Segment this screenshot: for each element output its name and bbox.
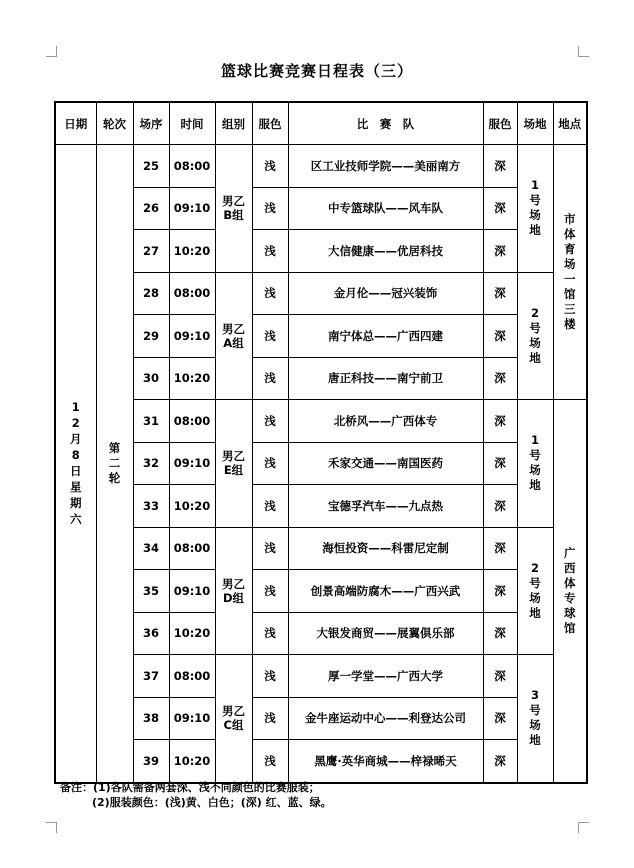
match-number: 39 [133,740,169,783]
match-number: 32 [133,442,169,485]
court-cell [517,655,553,783]
match-time: 09:10 [169,187,215,230]
column-header: 轮次 [96,102,133,145]
match-number: 37 [133,655,169,698]
column-header: 地点 [553,102,587,145]
match-time: 08:00 [169,400,215,443]
header-row [55,102,587,145]
column-header: 时间 [169,102,215,145]
table-row [55,485,587,528]
group-cell [215,527,252,655]
match-time: 08:00 [169,145,215,188]
table-row [55,442,587,485]
match-teams: 南宁体总——广西四建 [288,315,483,358]
jersey-color-home: 浅 [252,740,288,783]
group-cell-text: 男乙C组 [222,704,245,733]
page-title: 篮球比赛竞赛日程表（三） [220,62,413,80]
date-cell [55,145,96,783]
jersey-color-away: 深 [483,357,517,400]
jersey-color-home: 浅 [252,442,288,485]
court-cell [517,272,553,400]
match-teams: 中专篮球队——风车队 [288,187,483,230]
jersey-color-away: 深 [483,272,517,315]
column-header: 场地 [517,102,553,145]
venue-cell [553,400,587,783]
jersey-color-away: 深 [483,442,517,485]
match-number: 28 [133,272,169,315]
group-cell [215,655,252,783]
notes [60,780,332,810]
group-cell [215,272,252,400]
table-row [55,187,587,230]
jersey-color-home: 浅 [252,612,288,655]
table-row [55,145,587,188]
match-number: 34 [133,527,169,570]
jersey-color-away: 深 [483,740,517,783]
table-row [55,612,587,655]
match-teams: 大银发商贸——展翼俱乐部 [288,612,483,655]
jersey-color-home: 浅 [252,145,288,188]
group-cell-text: 男乙B组 [222,194,245,223]
table-row [55,655,587,698]
match-time: 10:20 [169,740,215,783]
crop-mark-bottom-right [578,822,589,833]
match-time: 09:10 [169,570,215,613]
match-number: 30 [133,357,169,400]
table-row [55,740,587,783]
match-teams: 区工业技师学院——美丽南方 [288,145,483,188]
jersey-color-home: 浅 [252,527,288,570]
match-time: 10:20 [169,357,215,400]
match-time: 09:10 [169,315,215,358]
note-line-1: 备注：(1)各队需备两套深、浅不同颜色的比赛服装； [60,781,320,794]
table-row [55,357,587,400]
match-time: 10:20 [169,230,215,273]
match-teams: 金牛座运动中心——利登达公司 [288,697,483,740]
jersey-color-away: 深 [483,315,517,358]
table-row [55,697,587,740]
table-row [55,315,587,358]
jersey-color-away: 深 [483,145,517,188]
match-teams: 黑鹰·英华商城——梓禄晞天 [288,740,483,783]
crop-mark-bottom-left [46,822,57,833]
jersey-color-away: 深 [483,230,517,273]
group-cell [215,400,252,528]
match-number: 29 [133,315,169,358]
match-teams: 宝德孚汽车——九点热 [288,485,483,528]
column-header: 服色 [252,102,288,145]
jersey-color-away: 深 [483,485,517,528]
court-cell-text: 1号场地 [529,433,541,493]
match-teams: 金月伦——冠兴装饰 [288,272,483,315]
match-number: 38 [133,697,169,740]
column-header: 服色 [483,102,517,145]
court-cell-text: 1号场地 [529,178,541,238]
match-teams: 厚一学堂——广西大学 [288,655,483,698]
jersey-color-away: 深 [483,400,517,443]
jersey-color-away: 深 [483,570,517,613]
match-time: 10:20 [169,485,215,528]
court-cell [517,527,553,655]
match-number: 33 [133,485,169,528]
jersey-color-away: 深 [483,527,517,570]
column-header: 组别 [215,102,252,145]
match-teams: 创景高端防腐木——广西兴武 [288,570,483,613]
column-header: 日期 [55,102,96,145]
jersey-color-home: 浅 [252,315,288,358]
match-time: 09:10 [169,697,215,740]
jersey-color-home: 浅 [252,272,288,315]
match-teams: 北桥风——广西体专 [288,400,483,443]
match-number: 36 [133,612,169,655]
column-header: 场序 [133,102,169,145]
court-cell-text: 2号场地 [529,305,541,365]
jersey-color-home: 浅 [252,485,288,528]
jersey-color-home: 浅 [252,697,288,740]
match-number: 25 [133,145,169,188]
match-time: 09:10 [169,442,215,485]
group-cell [215,145,252,273]
jersey-color-home: 浅 [252,655,288,698]
table-row [55,527,587,570]
jersey-color-home: 浅 [252,357,288,400]
match-teams: 海恒投资——科雷尼定制 [288,527,483,570]
match-number: 27 [133,230,169,273]
jersey-color-home: 浅 [252,570,288,613]
jersey-color-home: 浅 [252,400,288,443]
table-row [55,230,587,273]
match-teams: 唐正科技——南宁前卫 [288,357,483,400]
venue-cell-text: 广西体专球馆 [564,545,576,635]
match-number: 35 [133,570,169,613]
round-cell-text: 第二轮 [108,440,121,485]
match-number: 26 [133,187,169,230]
group-cell-text: 男乙A组 [222,321,245,350]
group-cell-text: 男乙E组 [222,449,245,478]
jersey-color-away: 深 [483,187,517,230]
court-cell [517,145,553,273]
match-time: 08:00 [169,527,215,570]
schedule-table [54,101,588,784]
venue-cell [553,145,587,400]
table-row [55,272,587,315]
crop-mark-top-left [46,46,57,57]
jersey-color-home: 浅 [252,187,288,230]
match-time: 10:20 [169,612,215,655]
jersey-color-away: 深 [483,655,517,698]
match-number: 31 [133,400,169,443]
jersey-color-home: 浅 [252,230,288,273]
round-cell [96,145,133,783]
table-row [55,570,587,613]
match-time: 08:00 [169,655,215,698]
table-row [55,400,587,443]
date-cell-text: 12月8日 星期六 [70,400,93,527]
jersey-color-away: 深 [483,612,517,655]
group-cell-text: 男乙D组 [222,576,245,605]
jersey-color-away: 深 [483,697,517,740]
match-teams: 大信健康——优居科技 [288,230,483,273]
column-header: 比 赛 队 [288,102,483,145]
match-time: 08:00 [169,272,215,315]
court-cell-text: 3号场地 [529,688,541,748]
court-cell [517,400,553,528]
venue-cell-text: 市体育场一馆三楼 [564,212,576,331]
note-line-2: (2)服装颜色：(浅)黄、白色；(深) 红、蓝、绿。 [92,796,332,809]
court-cell-text: 2号场地 [529,560,541,620]
crop-mark-top-right [578,46,589,57]
match-teams: 禾家交通——南国医药 [288,442,483,485]
